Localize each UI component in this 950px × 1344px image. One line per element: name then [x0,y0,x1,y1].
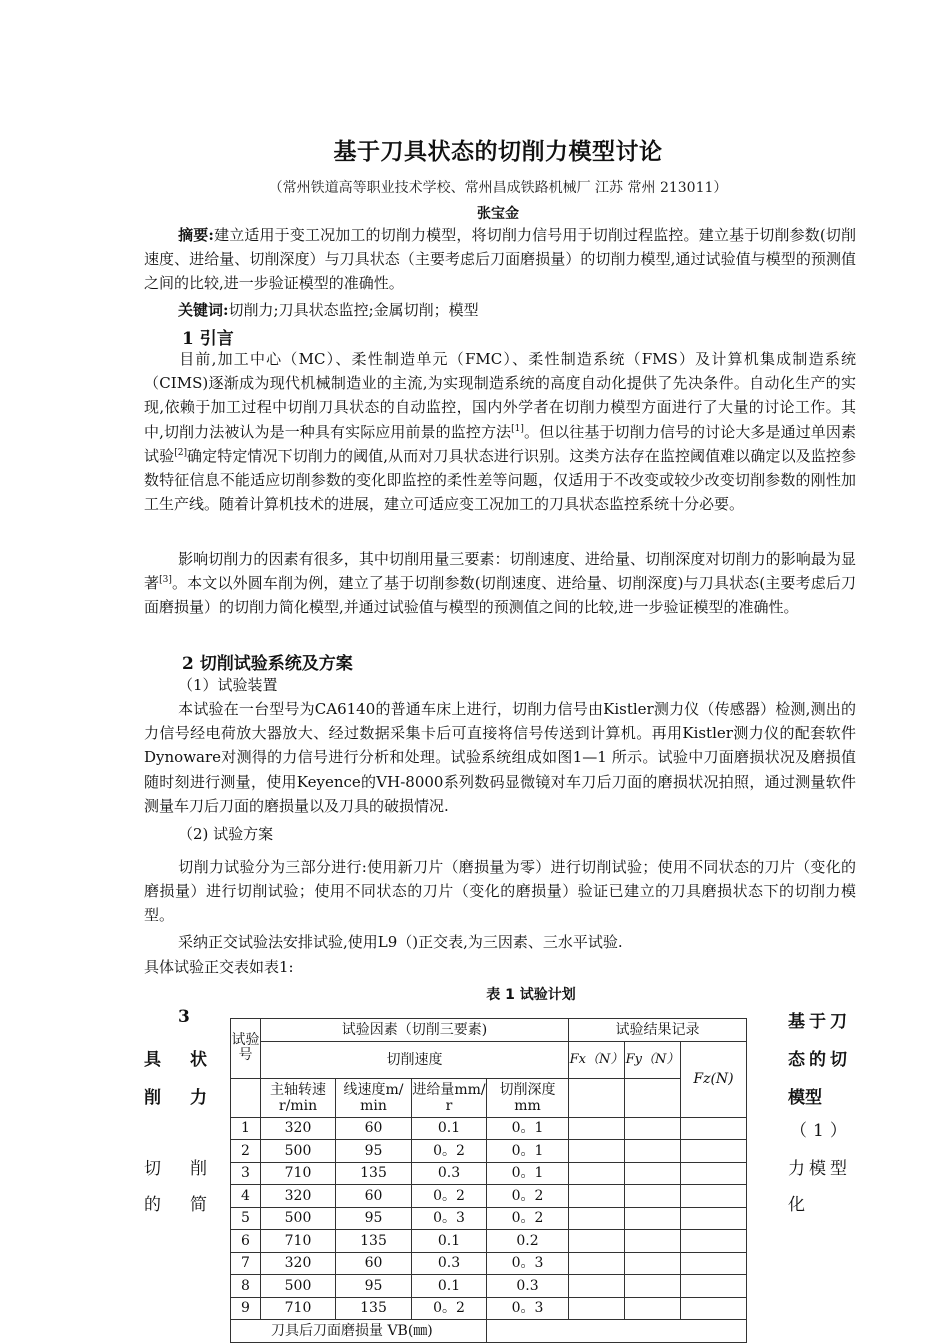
side-right-fragment: 模型 [788,1088,822,1108]
cell: 500 [261,1207,336,1230]
table-caption: 表 1 试验计划 [486,987,576,1003]
table-footer-row [231,1320,747,1343]
cell: 500 [261,1275,336,1298]
empty-cell [569,1185,625,1208]
footer-tool-wear: 刀具后刀面磨损量 VB(㎜) [231,1320,487,1343]
cell: 60 [336,1252,412,1275]
section-2-paragraph-3 [144,930,856,954]
experiment-plan-table [230,1018,747,1343]
side-left-fragment: 具 [144,1050,161,1070]
header-fx: Fx（N） [569,1041,625,1078]
cell: 320 [261,1117,336,1140]
cell: 320 [261,1185,336,1208]
empty-cell [681,1275,747,1298]
empty-cell [231,1078,261,1117]
empty-cell [681,1297,747,1320]
header-depth: 切削深度mm [487,1078,569,1117]
empty-cell [625,1297,681,1320]
cell: 0。2 [487,1185,569,1208]
header-results: 试验结果记录 [569,1019,747,1042]
cell: 0.1 [412,1230,487,1253]
subsection-1-heading: （1）试验装置 [178,676,278,694]
p1-text-a: 目前,加工中心（MC）、柔性制造单元（FMC）、柔性制造系统（FMS）及计算机集成制造系统（CIMS)逐渐成为现代机械制造业的主流,为实现制造系统的高度自动化提供了先决条件。自动化生产的实现,依赖于加工过程中切削刀具状态的自动监控，国内外学者在切削力模型方面进行了大量的讨论工作。其中,切削力法被认为是一种具有实际应用前景的监控方法 [144,350,856,441]
header-fy: Fy（N） [625,1041,681,1078]
section-2-paragraph-1 [144,697,856,818]
cell: 0。1 [487,1162,569,1185]
cell: 710 [261,1297,336,1320]
p1-text-c: 确定特定情况下切削力的阈值,从而对刀具状态进行识别。这类方法存在监控阈值难以确定以及监控参数特征信息不能适应切削参数的变化即监控的柔性差等问题，仅适用于不改变或较少改变切削参数的刚性加工生产线。随着计算机技术的进展，建立可适应变工况加工的刀具状态监控系统十分必要。 [144,446,856,514]
empty-cell [569,1252,625,1275]
table-row [231,1162,747,1185]
table-row [231,1140,747,1163]
cell: 0.3 [412,1252,487,1275]
side-left-fragment: 的 [144,1195,161,1215]
cell: 0。1 [487,1117,569,1140]
cell: 7 [231,1252,261,1275]
empty-cell [681,1230,747,1253]
empty-cell [625,1207,681,1230]
empty-cell [625,1162,681,1185]
header-feed: 进给量mm/ r [412,1078,487,1117]
affiliation: （常州铁道高等职业技术学校、常州昌成铁路机械厂 江苏 常州 213011） [268,180,728,196]
side-right-fragment: 态的切 [788,1050,851,1070]
cell: 0。3 [487,1252,569,1275]
cell: 135 [336,1230,412,1253]
section-2-paragraph-2 [144,855,856,928]
cell: 4 [231,1185,261,1208]
table-row [231,1297,747,1320]
cell: 135 [336,1297,412,1320]
empty-cell [569,1207,625,1230]
cell: 60 [336,1117,412,1140]
table-row [231,1230,747,1253]
cell: 0。2 [412,1297,487,1320]
subsection-2-heading: （2) 试验方案 [178,825,274,843]
table-row [231,1117,747,1140]
author: 张宝金 [477,206,519,222]
empty-cell [625,1185,681,1208]
keywords [144,298,856,322]
header-spindle-speed: 主轴转速r/min [261,1078,336,1117]
empty-cell [625,1275,681,1298]
section-1-paragraph-1 [144,347,856,516]
empty-cell [681,1252,747,1275]
side-left-fragment: 简 [190,1195,207,1215]
empty-cell [625,1230,681,1253]
table-row [231,1252,747,1275]
paper-title: 基于刀具状态的切削力模型讨论 [333,139,663,165]
cell: 1 [231,1117,261,1140]
side-right-fragment: （1） [790,1121,853,1141]
empty-cell [681,1140,747,1163]
empty-cell [681,1185,747,1208]
cell: 710 [261,1230,336,1253]
cell: 95 [336,1275,412,1298]
empty-cell [625,1252,681,1275]
cell: 0。3 [412,1207,487,1230]
cell: 8 [231,1275,261,1298]
p3-text: 本试验在一台型号为CA6140的普通车床上进行，切削力信号由Kistler测力仪（传感器）检测,测出的力信号经电荷放大器放大、经过数据采集卡后可直接将信号传送到计算机。再用Kistler测力仪的配套软件Dynoware对测得的力信号进行分析和处理。试验系统组成如图1—1 所示。试验中刀面磨损状况及磨损值随时刻进行测量，使用Keyence的VH-8000系列数码显微镜对车刀后刀面的磨损状况拍照，通过测量软件测量车刀后刀面的磨损量以及刀具的破损情况. [144,700,856,815]
cell: 0.3 [487,1275,569,1298]
citation-2: [2] [174,447,187,458]
empty-cell [625,1078,681,1117]
cell: 95 [336,1140,412,1163]
empty-cell [569,1117,625,1140]
side-left-fragment: 状 [190,1050,207,1070]
cell: 9 [231,1297,261,1320]
section-1-paragraph-2 [144,547,856,620]
side-right-fragment: 化 [788,1195,805,1215]
side-right-fragment: 力模型 [788,1159,851,1179]
abstract-text: 建立适用于变工况加工的切削力模型，将切削力信号用于切削过程监控。建立基于切削参数(切削速度、进给量、切削深度）与刀具状态（主要考虑后刀面磨损量）的切削力模型,通过试验值与模型的预测值之间的比较,进一步验证模型的准确性。 [144,226,856,293]
empty-cell [569,1078,625,1117]
cell: 6 [231,1230,261,1253]
p1-text-b: 。但以往基于切削力信号的讨论大多是通过单因素试验 [144,422,856,465]
cell: 3 [231,1162,261,1185]
empty-cell [625,1117,681,1140]
cell: 710 [261,1162,336,1185]
side-left-fragment: 削 [190,1159,207,1179]
section-2-heading: 2 切削试验系统及方案 [182,654,353,674]
abstract [144,223,856,296]
table-row [231,1185,747,1208]
cell: 5 [231,1207,261,1230]
keywords-text: 切削力;刀具状态监控;金属切削；模型 [228,301,479,319]
table-header-row [231,1019,747,1042]
cell: 320 [261,1252,336,1275]
empty-cell [487,1320,747,1343]
table-header-row [231,1078,747,1117]
cell: 60 [336,1185,412,1208]
empty-cell [569,1140,625,1163]
header-cutting-speed: 切削速度 [261,1041,569,1078]
side-left-fragment: 切 [144,1159,161,1179]
header-trial-number: 试验号 [231,1019,261,1079]
empty-cell [625,1140,681,1163]
p4-text: 切削力试验分为三部分进行:使用新刀片（磨损量为零）进行切削试验；使用不同状态的刀片（变化的磨损量）进行切削试验；使用不同状态的刀片（变化的磨损量）验证已建立的刀具磨损状态下的切削力模型。 [144,858,856,925]
empty-cell [569,1230,625,1253]
cell: 135 [336,1162,412,1185]
empty-cell [569,1297,625,1320]
header-factors: 试验因素（切削三要素) [261,1019,569,1042]
cell: 2 [231,1140,261,1163]
table-row [231,1207,747,1230]
side-right-fragment: 基于刀 [788,1012,851,1032]
empty-cell [681,1117,747,1140]
cell: 500 [261,1140,336,1163]
table-header-row [231,1041,747,1078]
cell: 0.2 [487,1230,569,1253]
p2-text-b: 。本文以外圆车削为例，建立了基于切削参数(切削速度、进给量、切削深度)与刀具状态(主要考虑后刀面磨损量）的切削力简化模型,并通过试验值与模型的预测值之间的比较,进一步验证模型的准确性。 [144,574,856,617]
cell: 0.3 [412,1162,487,1185]
abstract-label: 摘要: [178,226,214,244]
cell: 0。1 [487,1140,569,1163]
cell: 0。2 [412,1185,487,1208]
empty-cell [569,1275,625,1298]
table-row [231,1275,747,1298]
cell: 0.1 [412,1275,487,1298]
cell: 0.1 [412,1117,487,1140]
p6-text: 具体试验正交表如表1: [144,958,294,976]
p5-text: 采纳正交试验法安排试验,使用L9（)正交表,为三因素、三水平试验. [178,933,623,951]
keywords-label: 关键词: [178,301,229,319]
citation-1: [1] [511,423,524,434]
cell: 0。3 [487,1297,569,1320]
side-left-fragment: 力 [190,1088,207,1108]
side-left-fragment: 削 [144,1088,161,1108]
citation-3: [3] [159,575,172,586]
empty-cell [681,1207,747,1230]
section-2-paragraph-4 [144,955,856,979]
cell: 0。2 [487,1207,569,1230]
empty-cell [569,1162,625,1185]
empty-cell [681,1162,747,1185]
p2-text-a: 影响切削力的因素有很多，其中切削用量三要素：切削速度、进给量、切削深度对切削力的影响最为显著 [144,550,856,593]
section-1-heading: 1 引言 [182,329,234,349]
header-fz: Fz(N) [681,1041,747,1117]
cell: 95 [336,1207,412,1230]
side-left-fragment: 3 [178,1007,190,1027]
header-linear-speed: 线速度m/ min [336,1078,412,1117]
cell: 0。2 [412,1140,487,1163]
